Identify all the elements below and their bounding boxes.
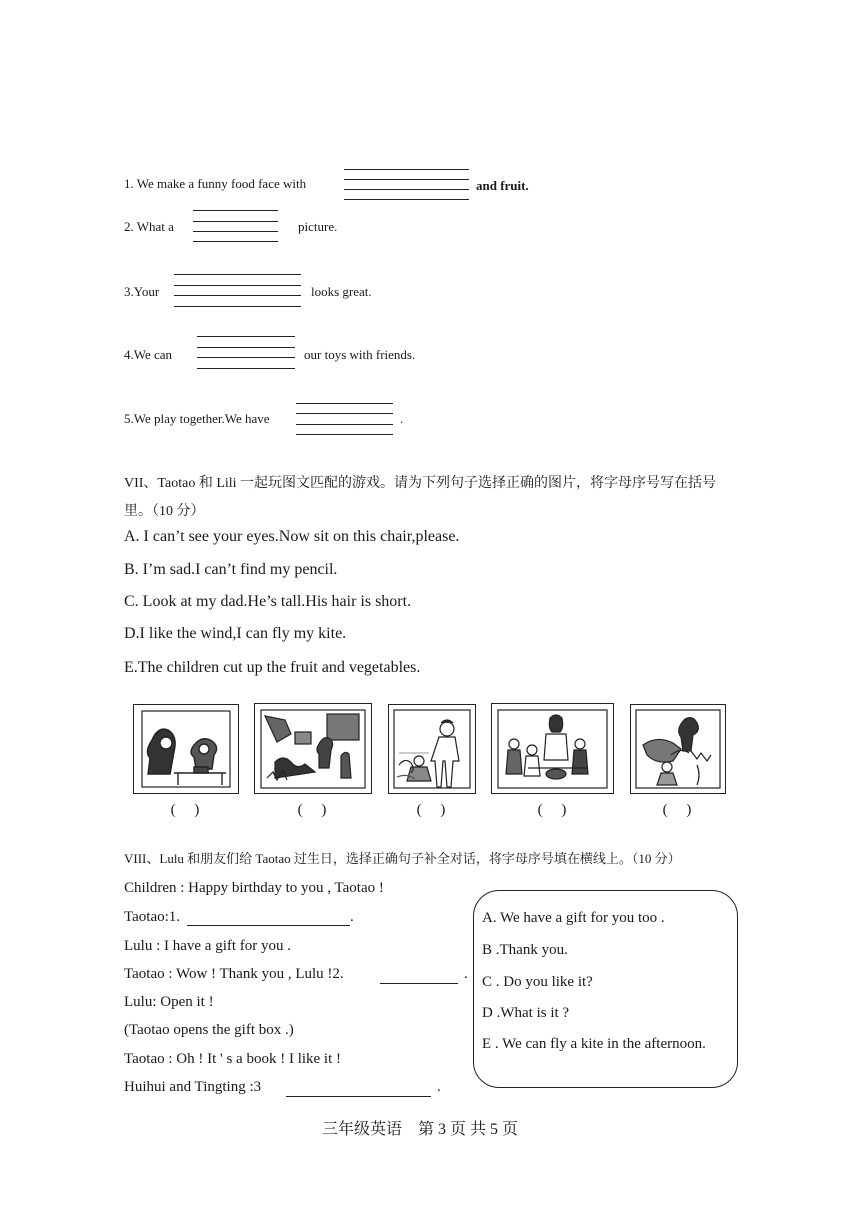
fill-item-2-after: picture. bbox=[298, 219, 338, 234]
blank-line[interactable] bbox=[193, 221, 278, 222]
period: . bbox=[350, 909, 354, 925]
sentence-d: D.I like the wind,I can fly my kite. bbox=[124, 625, 347, 642]
blank-line[interactable] bbox=[344, 199, 469, 200]
option-e: E . We can fly a kite in the afternoon. bbox=[482, 1036, 706, 1052]
answer-bracket[interactable]: ( ) bbox=[297, 802, 327, 818]
dialogue-line: (Taotao opens the gift box .) bbox=[124, 1022, 294, 1038]
sentence-b: B. I’m sad.I can’t find my pencil. bbox=[124, 561, 338, 578]
period: . bbox=[464, 966, 468, 982]
fill-item-5-before: 5.We play together.We have bbox=[124, 411, 270, 426]
fill-item-2-before: 2. What a bbox=[124, 219, 174, 234]
dialogue-line: Lulu: Open it ! bbox=[124, 994, 214, 1010]
page-footer: 三年级英语 第 3 页 共 5 页 bbox=[322, 1121, 519, 1138]
answer-bracket[interactable]: ( ) bbox=[416, 802, 446, 818]
children-cutting-food-illustration bbox=[491, 703, 614, 794]
blank-line[interactable] bbox=[296, 424, 393, 425]
blank-line[interactable] bbox=[344, 179, 469, 180]
sentence-e: E.The children cut up the fruit and vegetables. bbox=[124, 659, 421, 676]
blank-line[interactable] bbox=[197, 347, 295, 348]
blank-line[interactable] bbox=[193, 241, 278, 242]
sentence-c: C. Look at my dad.He’s tall.His hair is short. bbox=[124, 593, 412, 610]
fill-item-3-after: looks great. bbox=[311, 284, 372, 299]
girl-flying-kite-illustration bbox=[630, 704, 726, 794]
fill-item-5-after: . bbox=[400, 411, 404, 426]
option-d: D .What is it ? bbox=[482, 1005, 570, 1021]
answer-bracket[interactable]: ( ) bbox=[662, 802, 692, 818]
blank-line[interactable] bbox=[197, 368, 295, 369]
sentence-a: A. I can’t see your eyes.Now sit on this chair,please. bbox=[124, 528, 460, 545]
blank-line[interactable] bbox=[193, 231, 278, 232]
blank-line[interactable] bbox=[197, 336, 295, 337]
blank-line[interactable] bbox=[296, 413, 393, 414]
fill-item-1-before: 1. We make a funny food face with bbox=[124, 176, 307, 191]
dialogue-line: Taotao : Wow ! Thank you , Lulu !2. bbox=[124, 966, 344, 982]
blank-line[interactable] bbox=[296, 434, 393, 435]
option-b: B .Thank you. bbox=[482, 942, 568, 958]
dialogue-line: Children : Happy birthday to you , Taotao ! bbox=[124, 880, 384, 896]
answer-blank-3[interactable] bbox=[286, 1096, 431, 1097]
blank-line[interactable] bbox=[296, 403, 393, 404]
blank-line[interactable] bbox=[174, 285, 301, 286]
period: . bbox=[437, 1079, 441, 1095]
fill-item-4-before: 4.We can bbox=[124, 347, 173, 362]
fill-item-3-before: 3.Your bbox=[124, 284, 160, 299]
fill-item-4-after: our toys with friends. bbox=[304, 347, 416, 362]
section-vii-heading-cont: 里。（10 分） bbox=[124, 504, 205, 519]
blank-line[interactable] bbox=[193, 210, 278, 211]
blank-line[interactable] bbox=[344, 169, 469, 170]
dialogue-line: Huihui and Tingting :3 bbox=[124, 1079, 262, 1095]
option-a: A. We have a gift for you too . bbox=[482, 910, 665, 926]
option-c: C . Do you like it? bbox=[482, 974, 593, 990]
blank-line[interactable] bbox=[174, 306, 301, 307]
section-vii-heading: VII、Taotao 和 Lili 一起玩图文匹配的游戏。请为下列句子选择正确的图片，将字母序号写在括号 bbox=[124, 476, 717, 491]
answer-blank-2[interactable] bbox=[380, 983, 458, 984]
answer-blank-1[interactable] bbox=[187, 925, 350, 926]
fill-item-1-after: and fruit. bbox=[476, 178, 529, 193]
girls-at-table-illustration bbox=[133, 704, 239, 794]
answer-bracket[interactable]: ( ) bbox=[537, 802, 567, 818]
section-viii-heading: VIII、Lulu 和朋友们给 Taotao 过生日，选择正确句子补全对话，将字母序号填在横线上。（10 分） bbox=[124, 851, 681, 866]
girl-in-messy-room-illustration bbox=[254, 703, 372, 794]
blank-line[interactable] bbox=[174, 274, 301, 275]
dialogue-line: Taotao:1. bbox=[124, 909, 181, 925]
tall-man-with-child-illustration bbox=[388, 704, 476, 794]
answer-bracket[interactable]: ( ) bbox=[170, 802, 200, 818]
dialogue-line: Lulu : I have a gift for you . bbox=[124, 938, 292, 954]
blank-line[interactable] bbox=[344, 189, 469, 190]
blank-line[interactable] bbox=[174, 295, 301, 296]
dialogue-line: Taotao : Oh ! It ' s a book ! I like it ! bbox=[124, 1051, 342, 1067]
blank-line[interactable] bbox=[197, 357, 295, 358]
